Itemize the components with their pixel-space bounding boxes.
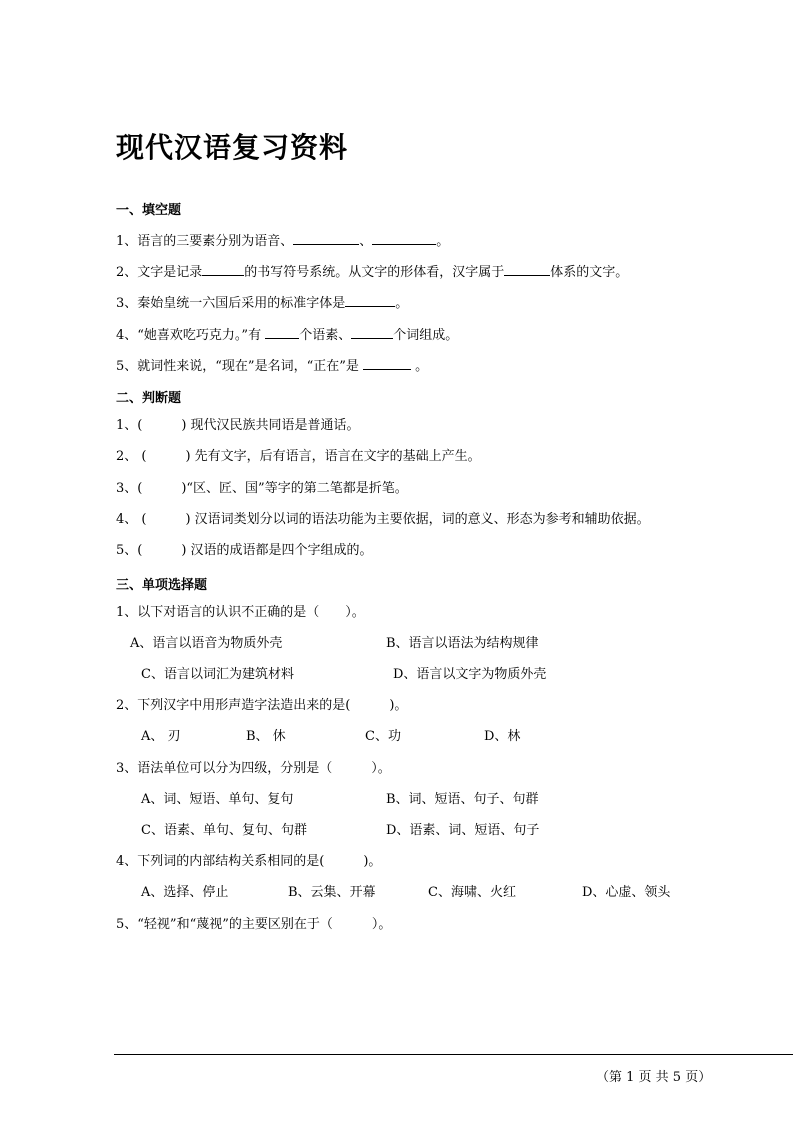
choice-q2-option-d: D、林 <box>484 729 521 744</box>
choice-q3-option-a: A、词、短语、单句、复句 <box>141 792 294 807</box>
answer-blank[interactable] <box>265 325 299 339</box>
choice-q2-option-b: B、 休 <box>246 729 286 744</box>
answer-blank[interactable] <box>504 262 550 276</box>
fill-question-2 <box>116 262 628 281</box>
judge-question-2: 2、 ( ) 先有文字，后有语言，语言在文字的基础上产生。 <box>116 449 481 464</box>
choice-q4-option-c: C、海啸、火红 <box>428 885 516 900</box>
choice-question-1-stem: 1、以下对语言的认识不正确的是（ ）。 <box>116 605 365 620</box>
answer-blank[interactable] <box>202 262 244 276</box>
choice-q4-option-a: A、选择、停止 <box>141 885 229 900</box>
judge-question-3: 3、( )“区、匠、国”等字的第二笔都是折笔。 <box>116 481 408 496</box>
choice-question-3-stem: 3、语法单位可以分为四级，分别是（ ）。 <box>116 761 391 776</box>
fill-q1-text-a: 1、语言的三要素分别为语音、 <box>116 234 294 249</box>
choice-q3-option-d: D、语素、词、短语、句子 <box>386 823 540 838</box>
choice-q3-option-b: B、词、短语、句子、句群 <box>386 792 539 807</box>
choice-question-4-stem: 4、下列词的内部结构关系相同的是( )。 <box>116 854 382 869</box>
fill-q2-text-b: 的书写符号系统。从文字的形体看，汉字属于 <box>244 265 505 280</box>
fill-question-5 <box>116 356 428 375</box>
page-number: （第 1 页 共 5 页） <box>596 1070 712 1085</box>
fill-question-3 <box>116 293 408 312</box>
fill-q4-text-a: 4、“她喜欢吃巧克力。”有 <box>116 328 266 343</box>
answer-blank[interactable] <box>351 325 393 339</box>
fill-q2-text-c: 体系的文字。 <box>550 265 629 280</box>
answer-blank[interactable] <box>293 231 359 245</box>
choice-q1-option-b: B、语言以语法为结构规律 <box>386 636 539 651</box>
fill-q5-text-a: 5、就词性来说，“现在”是名词，“正在”是 <box>116 359 363 374</box>
section-heading-multiple-choice: 三、单项选择题 <box>116 578 208 593</box>
fill-question-4 <box>116 325 458 344</box>
section-heading-true-false: 二、判断题 <box>116 391 182 406</box>
fill-q4-text-b: 个语素、 <box>299 328 352 343</box>
footer-divider <box>114 1054 793 1055</box>
judge-question-5: 5、( ) 汉语的成语都是四个字组成的。 <box>116 543 373 558</box>
fill-q4-text-c: 个词组成。 <box>393 328 459 343</box>
answer-blank[interactable] <box>363 356 411 370</box>
choice-question-2-stem: 2、下列汉字中用形声造字法造出来的是( )。 <box>116 698 408 713</box>
judge-question-1: 1、( ) 现代汉民族共同语是普通话。 <box>116 418 360 433</box>
choice-q2-option-c: C、功 <box>365 729 401 744</box>
choice-q3-option-c: C、语素、单句、复句、句群 <box>141 823 307 838</box>
fill-q3-text-a: 3、秦始皇统一六国后采用的标准字体是 <box>116 296 346 311</box>
page-title: 现代汉语复习资料 <box>116 131 349 164</box>
choice-q4-option-b: B、云集、开幕 <box>288 885 376 900</box>
fill-q3-text-b: 。 <box>395 296 409 311</box>
fill-q5-text-b: 。 <box>411 359 429 374</box>
answer-blank[interactable] <box>345 293 395 307</box>
choice-q1-option-c: C、语言以词汇为建筑材料 <box>141 667 294 682</box>
fill-q1-text-c: 。 <box>436 234 450 249</box>
fill-q1-text-b: 、 <box>359 234 373 249</box>
choice-question-5-stem: 5、“轻视”和“蔑视”的主要区别在于（ ）。 <box>116 917 392 932</box>
choice-q1-option-d: D、语言以文字为物质外壳 <box>393 667 547 682</box>
choice-q1-option-a: A、语言以语音为物质外壳 <box>130 636 283 651</box>
fill-q2-text-a: 2、文字是记录 <box>116 265 203 280</box>
section-heading-fill-in: 一、填空题 <box>116 203 182 218</box>
choice-q2-option-a: A、 刃 <box>141 729 181 744</box>
answer-blank[interactable] <box>372 231 436 245</box>
choice-q4-option-d: D、心虚、领头 <box>582 885 671 900</box>
judge-question-4: 4、 ( ) 汉语词类划分以词的语法功能为主要依据，词的意义、形态为参考和辅助依据。 <box>116 512 650 527</box>
fill-question-1 <box>116 231 449 250</box>
